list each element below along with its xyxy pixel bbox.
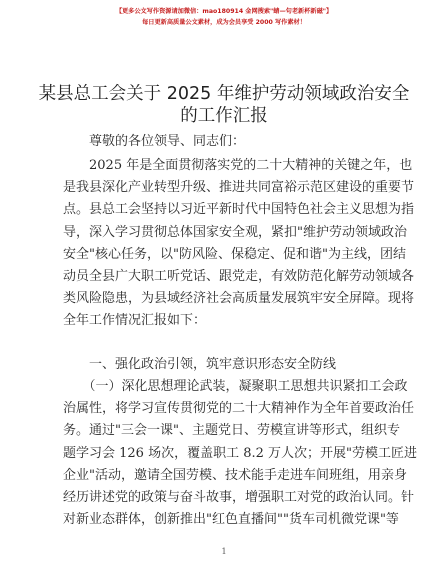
section-heading-1: 一、强化政治引领，筑牢意识形态安全防线 — [89, 357, 337, 372]
text-line: 安全"核心任务，以"防风险、保稳定、促和谐"为主线，团结 — [63, 246, 406, 262]
text-line: 经历讲述党的政策与奋斗故事，增强职工对党的政治认同。针 — [63, 490, 415, 505]
text-line: 务。通过"三会一课"、主题党日、劳模宣讲等形式，组织专 — [63, 423, 400, 439]
document-title-line-1: 某县总工会关于 2025 年维护劳动领域政治安全 — [38, 84, 410, 104]
document-title-line-2: 的工作汇报 — [180, 106, 268, 126]
text-line: 治属性，将学习宣传贯彻党的二十大精神作为全年首要政治任 — [63, 401, 415, 417]
text-line: 企业"活动，邀请全国劳模、技术能手走进车间班组，用亲身 — [63, 467, 407, 483]
salutation: 尊敬的各位领导、同志们： — [89, 134, 246, 149]
page-number: 1 — [221, 547, 227, 556]
text-line: 是我县深化产业转型升级、推进共同富裕示范区建设的重要节 — [63, 180, 415, 196]
text-line: 对新业态群体，创新推出"红色直播间""货车司机微党课"等 — [63, 512, 399, 528]
text-line: （一）深化思想理论武装，凝聚职工思想共识紧扣工会政 — [63, 379, 408, 394]
promo-banner-line-2[interactable]: 每日更新高质量公文素材，成为会员享受 2000 写作素材！ — [142, 19, 306, 26]
text-line: 2025 年是全面贯彻落实党的二十大精神的关键之年，也 — [63, 158, 413, 173]
promo-banner-line-1[interactable]: 【更多公文写作资源请加微信：mao180914 金网搜索"蜻—句老新杯新磁"】 — [115, 8, 333, 15]
text-line: 动员全县广大职工听党话、跟党走，有效防范化解劳动领域各 — [63, 269, 415, 284]
text-line: 导，深入学习贯彻总体国家安全观，紧扣"维护劳动领域政治 — [63, 224, 407, 240]
text-line: 全年工作情况汇报如下： — [63, 313, 207, 329]
text-line: 点。县总工会坚持以习近平新时代中国特色社会主义思想为指 — [63, 202, 415, 218]
text-line: 题学习会 126 场次，覆盖职工 8.2 万人次；开展"劳模工匠进 — [63, 445, 417, 461]
text-line: 类风险隐患，为县域经济社会高质量发展筑牢安全屏障。现将 — [63, 291, 415, 307]
